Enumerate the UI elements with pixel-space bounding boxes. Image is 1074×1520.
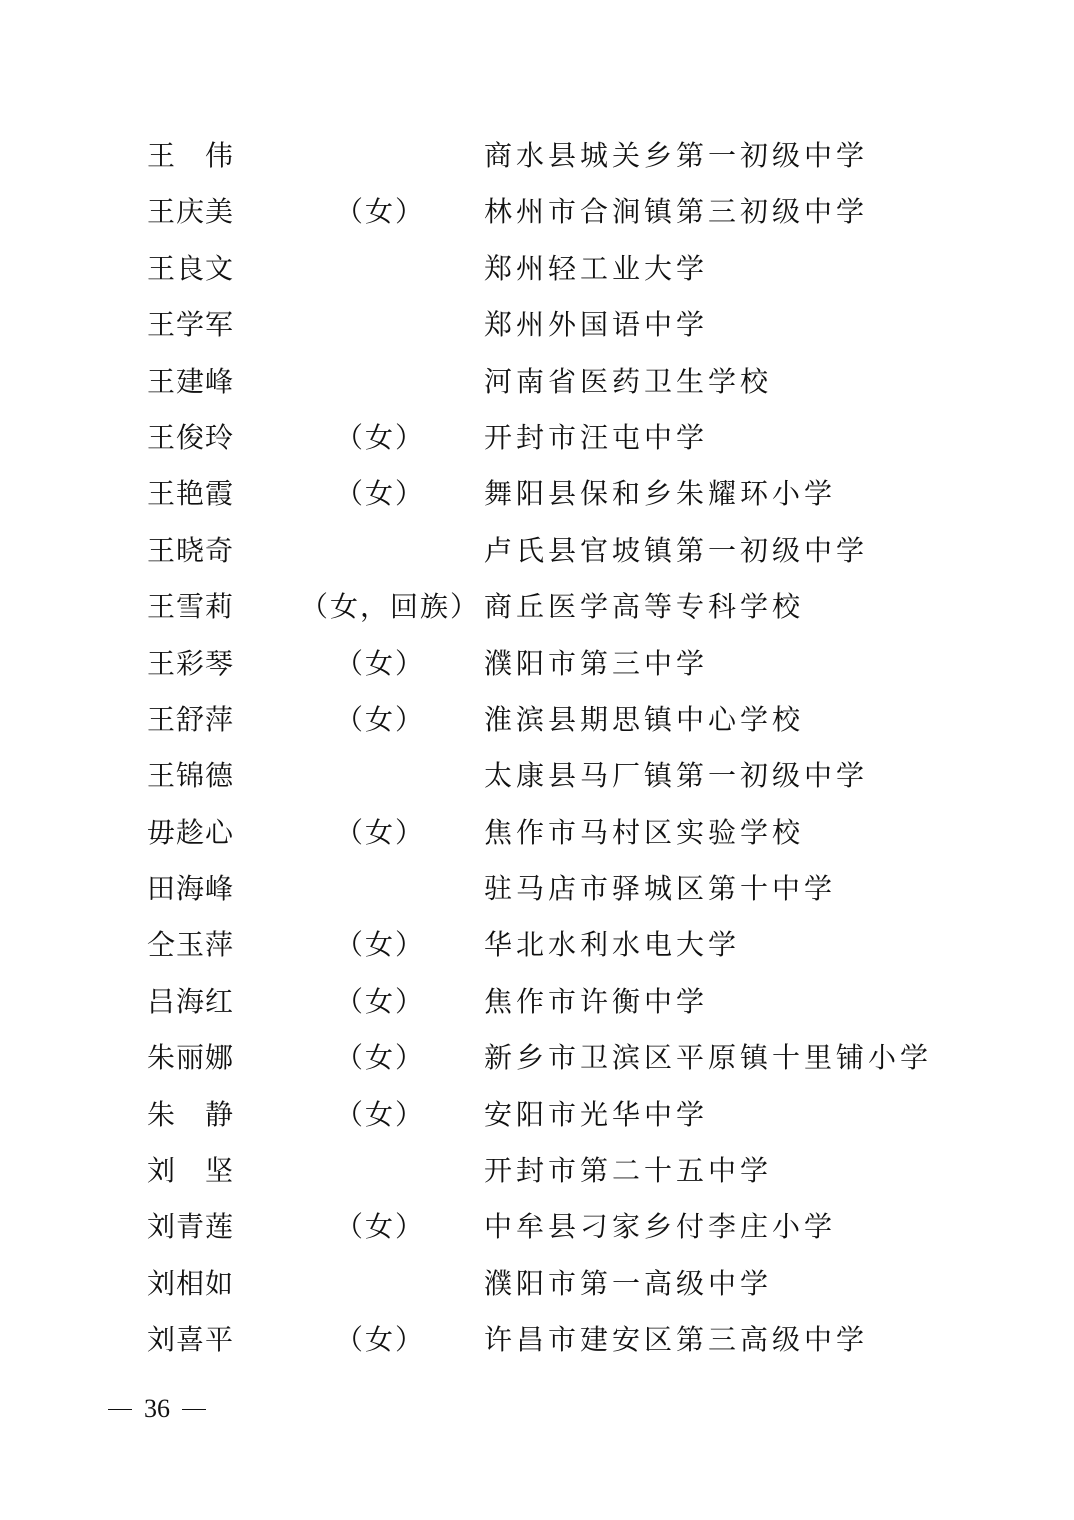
page-number: 36 [144,1394,170,1424]
person-organization: 卢氏县官坡镇第一初级中学 [484,533,869,567]
list-item [0,917,1074,973]
person-organization: 焦作市马村区实验学校 [484,815,805,849]
person-note: （女） [334,1323,425,1357]
person-note: （女） [334,928,425,962]
person-organization: 河南省医药卫生学校 [484,364,773,398]
page-footer [96,1392,218,1424]
person-name: 王俊玲 [147,420,235,454]
person-organization: 淮滨县期思镇中心学校 [484,702,805,736]
footer-dash-left [108,1409,132,1410]
person-note: （女） [334,815,425,849]
person-note: （女） [334,1041,425,1075]
list-item [0,974,1074,1030]
list-item [0,241,1074,297]
list-item [0,523,1074,579]
person-name: 王良文 [147,251,235,285]
person-name: 王学军 [147,308,235,342]
person-name: 王艳霞 [147,477,235,511]
person-name: 刘 坚 [147,1154,235,1188]
person-name: 吕海红 [147,984,235,1018]
person-note: （女） [334,646,425,680]
person-name: 仝玉萍 [147,928,235,962]
list-item [0,410,1074,466]
list-item [0,861,1074,917]
person-note: （女） [334,477,425,511]
person-organization: 开封市汪屯中学 [484,420,709,454]
person-name: 刘相如 [147,1266,235,1300]
person-note [300,128,460,184]
person-name: 刘喜平 [147,1323,235,1357]
person-organization: 安阳市光华中学 [484,1097,709,1131]
person-name: 刘青莲 [147,1210,235,1244]
person-organization: 林州市合涧镇第三初级中学 [484,195,869,229]
list-item [0,579,1074,635]
person-organization: 焦作市许衡中学 [484,984,709,1018]
person-note: （女） [334,984,425,1018]
person-name: 王彩琴 [147,646,235,680]
list-item [0,1199,1074,1255]
person-name: 王建峰 [147,364,235,398]
person-organization: 新乡市卫滨区平原镇十里铺小学 [484,1041,933,1075]
person-organization: 郑州轻工业大学 [484,251,709,285]
person-note: （女） [334,1210,425,1244]
list-item [0,1256,1074,1312]
list-item [0,1143,1074,1199]
person-name: 朱 静 [147,1097,235,1131]
list-item [0,692,1074,748]
list-item [0,184,1074,240]
person-note: （女，回族） [300,590,481,624]
list-item [0,1087,1074,1143]
person-name: 毋趁心 [147,815,235,849]
name-list [0,128,1074,1369]
person-note [300,861,460,917]
list-item [0,748,1074,804]
person-organization: 开封市第二十五中学 [484,1154,773,1188]
person-organization: 华北水利水电大学 [484,928,741,962]
list-item [0,636,1074,692]
footer-dash-right [182,1409,206,1410]
person-name: 王雪莉 [147,590,235,624]
person-organization: 郑州外国语中学 [484,308,709,342]
person-organization: 商丘医学高等专科学校 [484,590,805,624]
person-organization: 中牟县刁家乡付李庄小学 [484,1210,837,1244]
person-note: （女） [334,195,425,229]
person-name: 王晓奇 [147,533,235,567]
list-item [0,1030,1074,1086]
person-organization: 濮阳市第三中学 [484,646,709,680]
person-note [300,297,460,353]
person-name: 王庆美 [147,195,235,229]
list-item [0,297,1074,353]
person-note [300,354,460,410]
person-note [300,1143,460,1199]
person-organization: 商水县城关乡第一初级中学 [484,139,869,172]
person-organization: 许昌市建安区第三高级中学 [484,1323,869,1357]
person-name: 朱丽娜 [147,1041,235,1075]
list-item [0,1312,1074,1368]
person-organization: 舞阳县保和乡朱耀环小学 [484,477,837,511]
person-note [300,523,460,579]
person-note [300,1256,460,1312]
list-item [0,354,1074,410]
person-note: （女） [334,702,425,736]
list-item [0,466,1074,522]
person-name: 田海峰 [147,872,235,906]
person-organization: 濮阳市第一高级中学 [484,1266,773,1300]
person-note: （女） [334,1097,425,1131]
person-organization: 太康县马厂镇第一初级中学 [484,759,869,793]
person-name: 王舒萍 [147,702,235,736]
person-name: 王 伟 [147,139,235,172]
list-item [0,805,1074,861]
person-organization: 驻马店市驿城区第十中学 [484,872,837,906]
person-name: 王锦德 [147,759,235,793]
person-note: （女） [334,420,425,454]
list-item [0,128,1074,184]
person-note [300,241,460,297]
person-note [300,748,460,804]
